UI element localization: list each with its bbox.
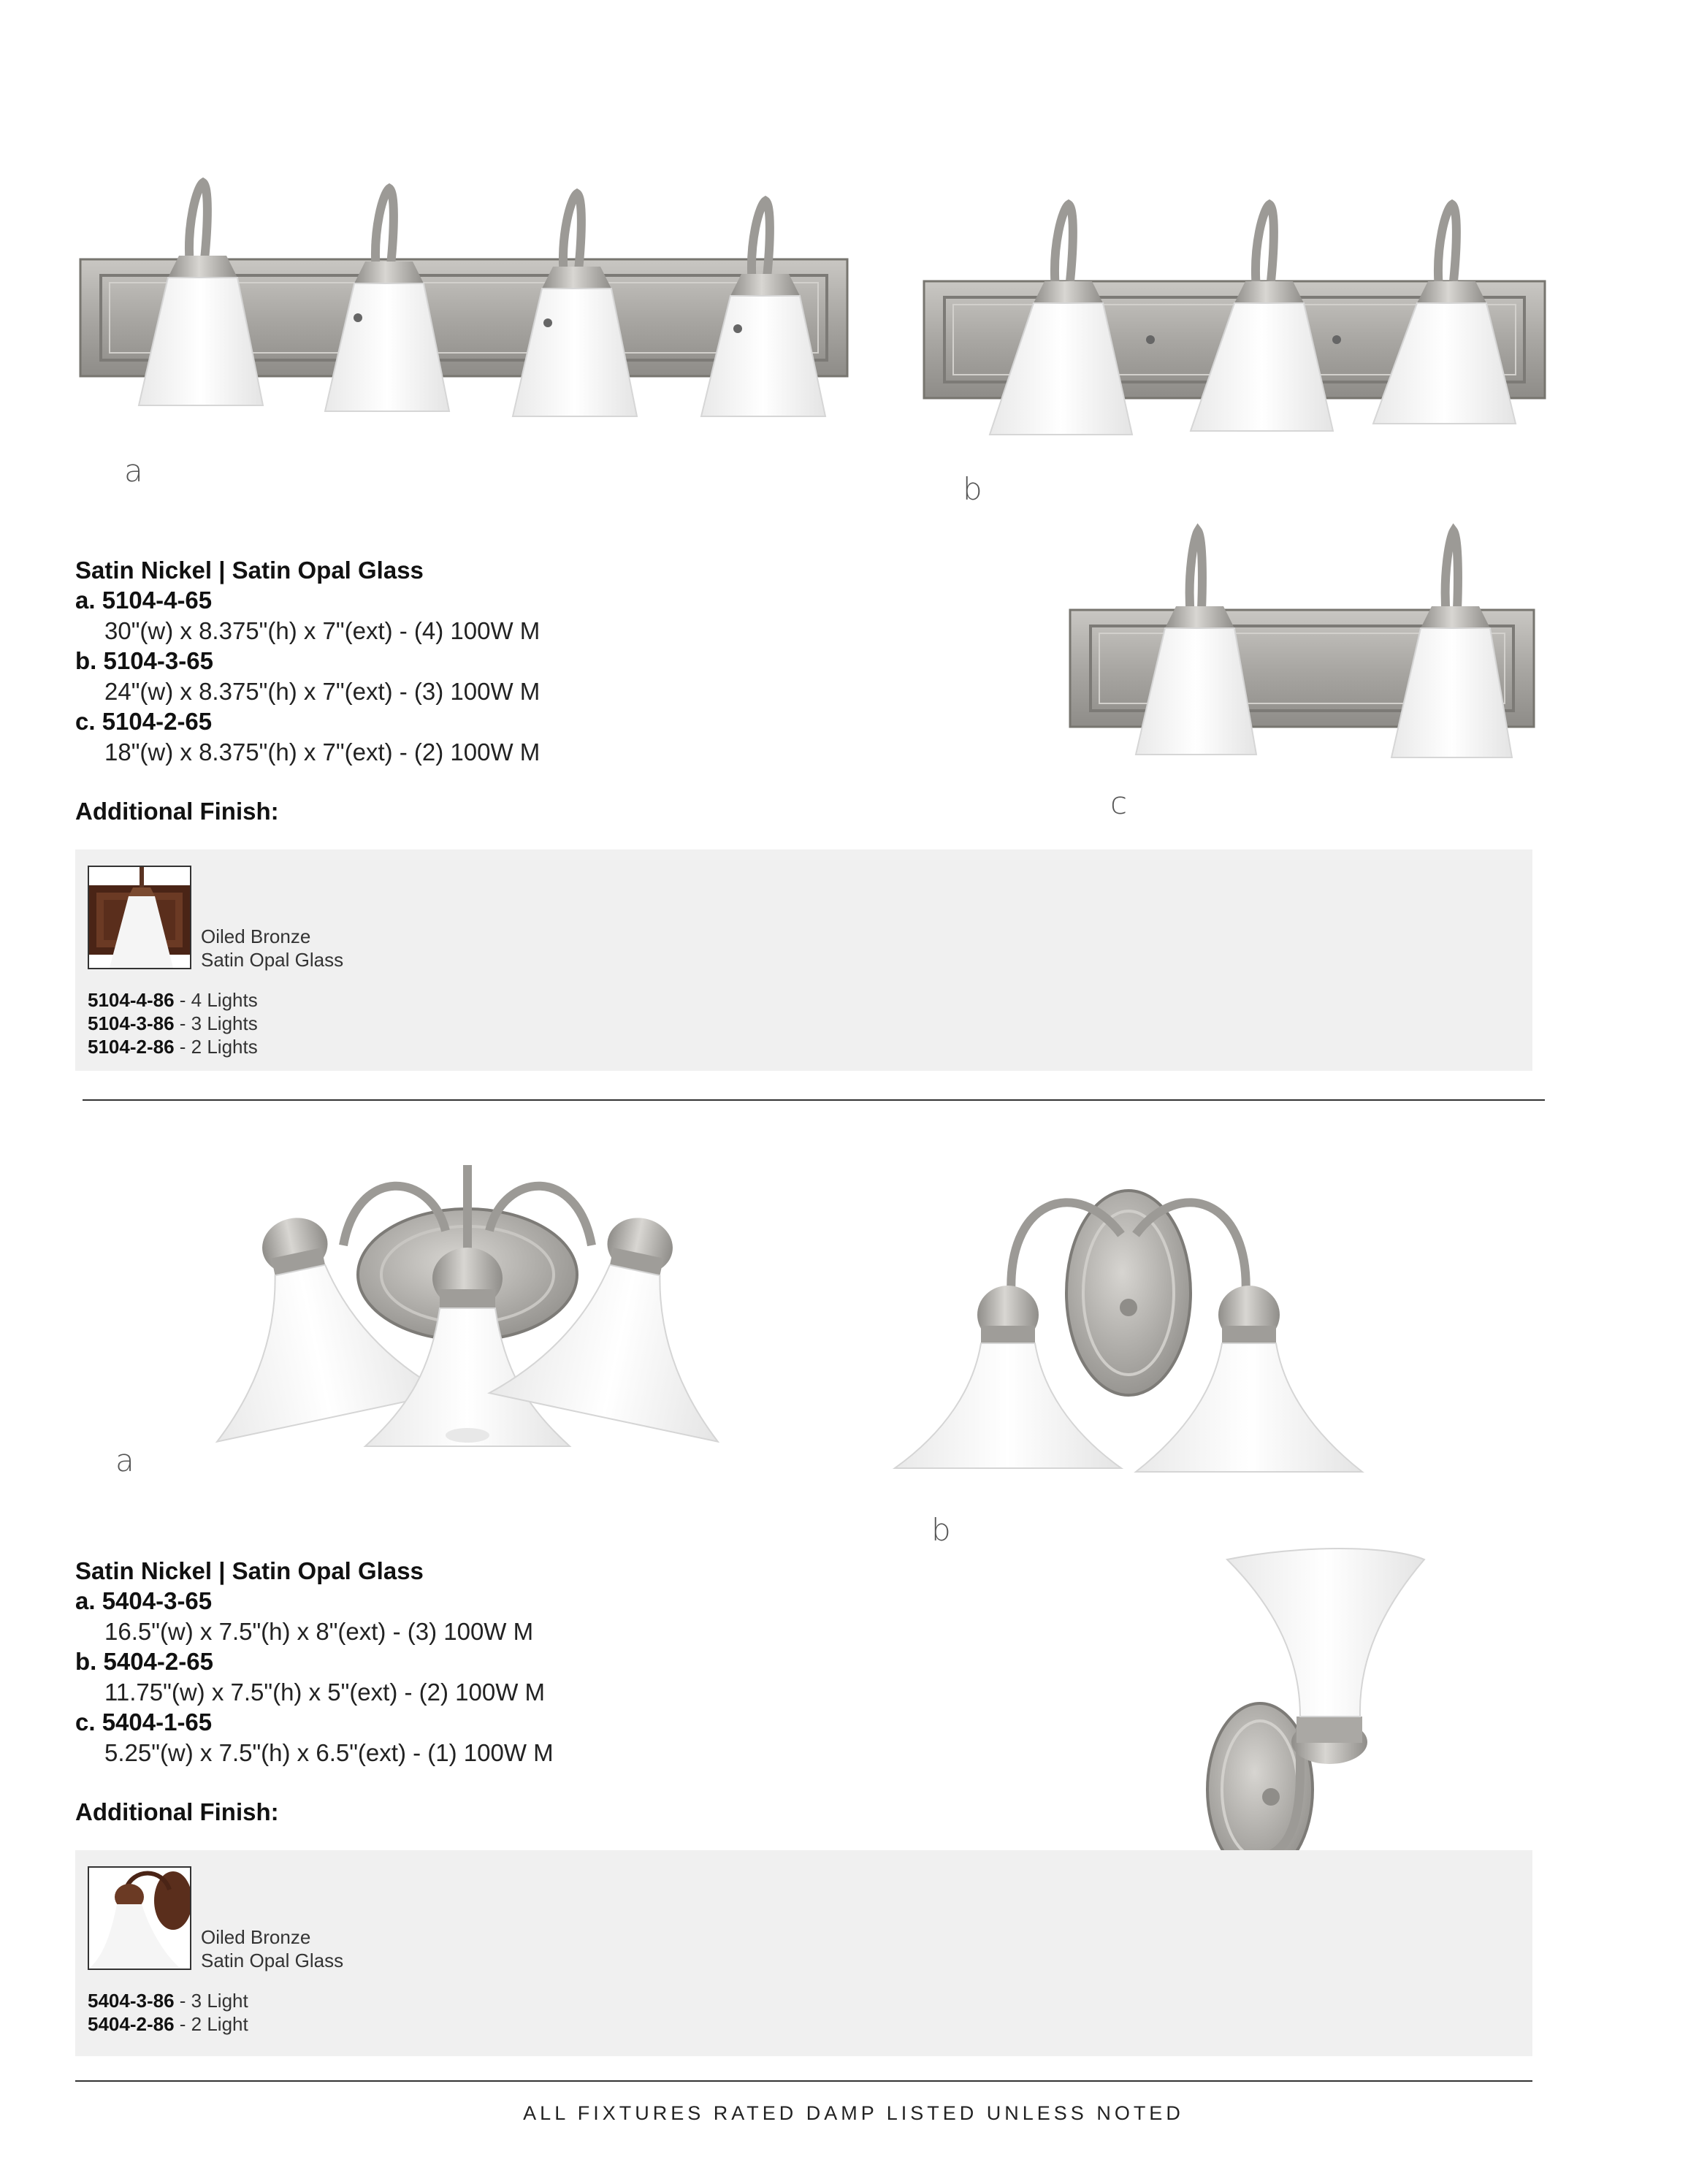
finish-heading: Satin Nickel | Satin Opal Glass (75, 1557, 424, 1584)
spec-list (75, 1586, 554, 1768)
spec-dimensions: 16.5"(w) x 7.5"(h) x 8"(ext) - (3) 100W M (104, 1617, 534, 1645)
spec-list (75, 585, 540, 767)
label-c: c (1110, 785, 1128, 821)
spec-model: a. 5404-3-65 (75, 1587, 213, 1614)
spec-dimensions: 11.75"(w) x 7.5"(h) x 5"(ext) - (2) 100W M (104, 1678, 546, 1706)
label-b: b (963, 471, 982, 507)
spec-model: a. 5104-4-65 (75, 587, 213, 614)
fixture-5104-2-image (1070, 530, 1534, 763)
list-item: 5104-2-86 - 2 Lights (88, 1036, 258, 1058)
oiled-bronze-swatch (88, 1866, 191, 1970)
additional-finish-panel (75, 1850, 1532, 2056)
spec-dimensions: 30"(w) x 8.375"(h) x 7"(ext) - (4) 100W M (104, 616, 541, 644)
label-a: a (115, 1443, 134, 1478)
section-divider (83, 1099, 1545, 1101)
fixture-5104-3-image (924, 201, 1545, 442)
finish-variant-list (88, 988, 258, 1058)
oiled-bronze-swatch (88, 866, 191, 969)
spec-model: b. 5104-3-65 (75, 647, 213, 674)
label-b: b (931, 1512, 951, 1548)
fixture-5404-3-image (124, 1158, 803, 1457)
fixture-5404-2-image (887, 1169, 1377, 1483)
spec-dimensions: 24"(w) x 8.375"(h) x 7"(ext) - (3) 100W M (104, 677, 541, 705)
list-item: 5104-3-86 - 3 Lights (88, 1012, 258, 1034)
fixture-5404-1-image (1169, 1552, 1432, 1888)
spec-model: b. 5404-2-65 (75, 1648, 213, 1675)
footer-note: ALL FIXTURES RATED DAMP LISTED UNLESS NOTED (523, 2102, 1184, 2124)
footer-divider (75, 2080, 1532, 2082)
spec-model: c. 5404-1-65 (75, 1708, 213, 1736)
finish-name: Oiled Bronze Satin Opal Glass (201, 1926, 344, 1971)
spec-model: c. 5104-2-65 (75, 708, 213, 735)
finish-heading: Satin Nickel | Satin Opal Glass (75, 557, 424, 584)
spec-dimensions: 18"(w) x 8.375"(h) x 7"(ext) - (2) 100W M (104, 738, 541, 765)
spec-dimensions: 5.25"(w) x 7.5"(h) x 6.5"(ext) - (1) 100W M (104, 1738, 554, 1766)
list-item: 5104-4-86 - 4 Lights (88, 989, 258, 1011)
additional-finish-panel (75, 849, 1532, 1071)
fixture-5104-4-image (80, 179, 847, 420)
additional-finish-heading: Additional Finish: (75, 798, 279, 825)
label-a: a (124, 453, 143, 489)
list-item: 5404-3-86 - 3 Light (88, 1990, 248, 2012)
finish-variant-list (88, 1989, 248, 2036)
finish-name: Oiled Bronze Satin Opal Glass (201, 925, 344, 971)
additional-finish-heading: Additional Finish: (75, 1798, 279, 1825)
list-item: 5404-2-86 - 2 Light (88, 2013, 248, 2035)
